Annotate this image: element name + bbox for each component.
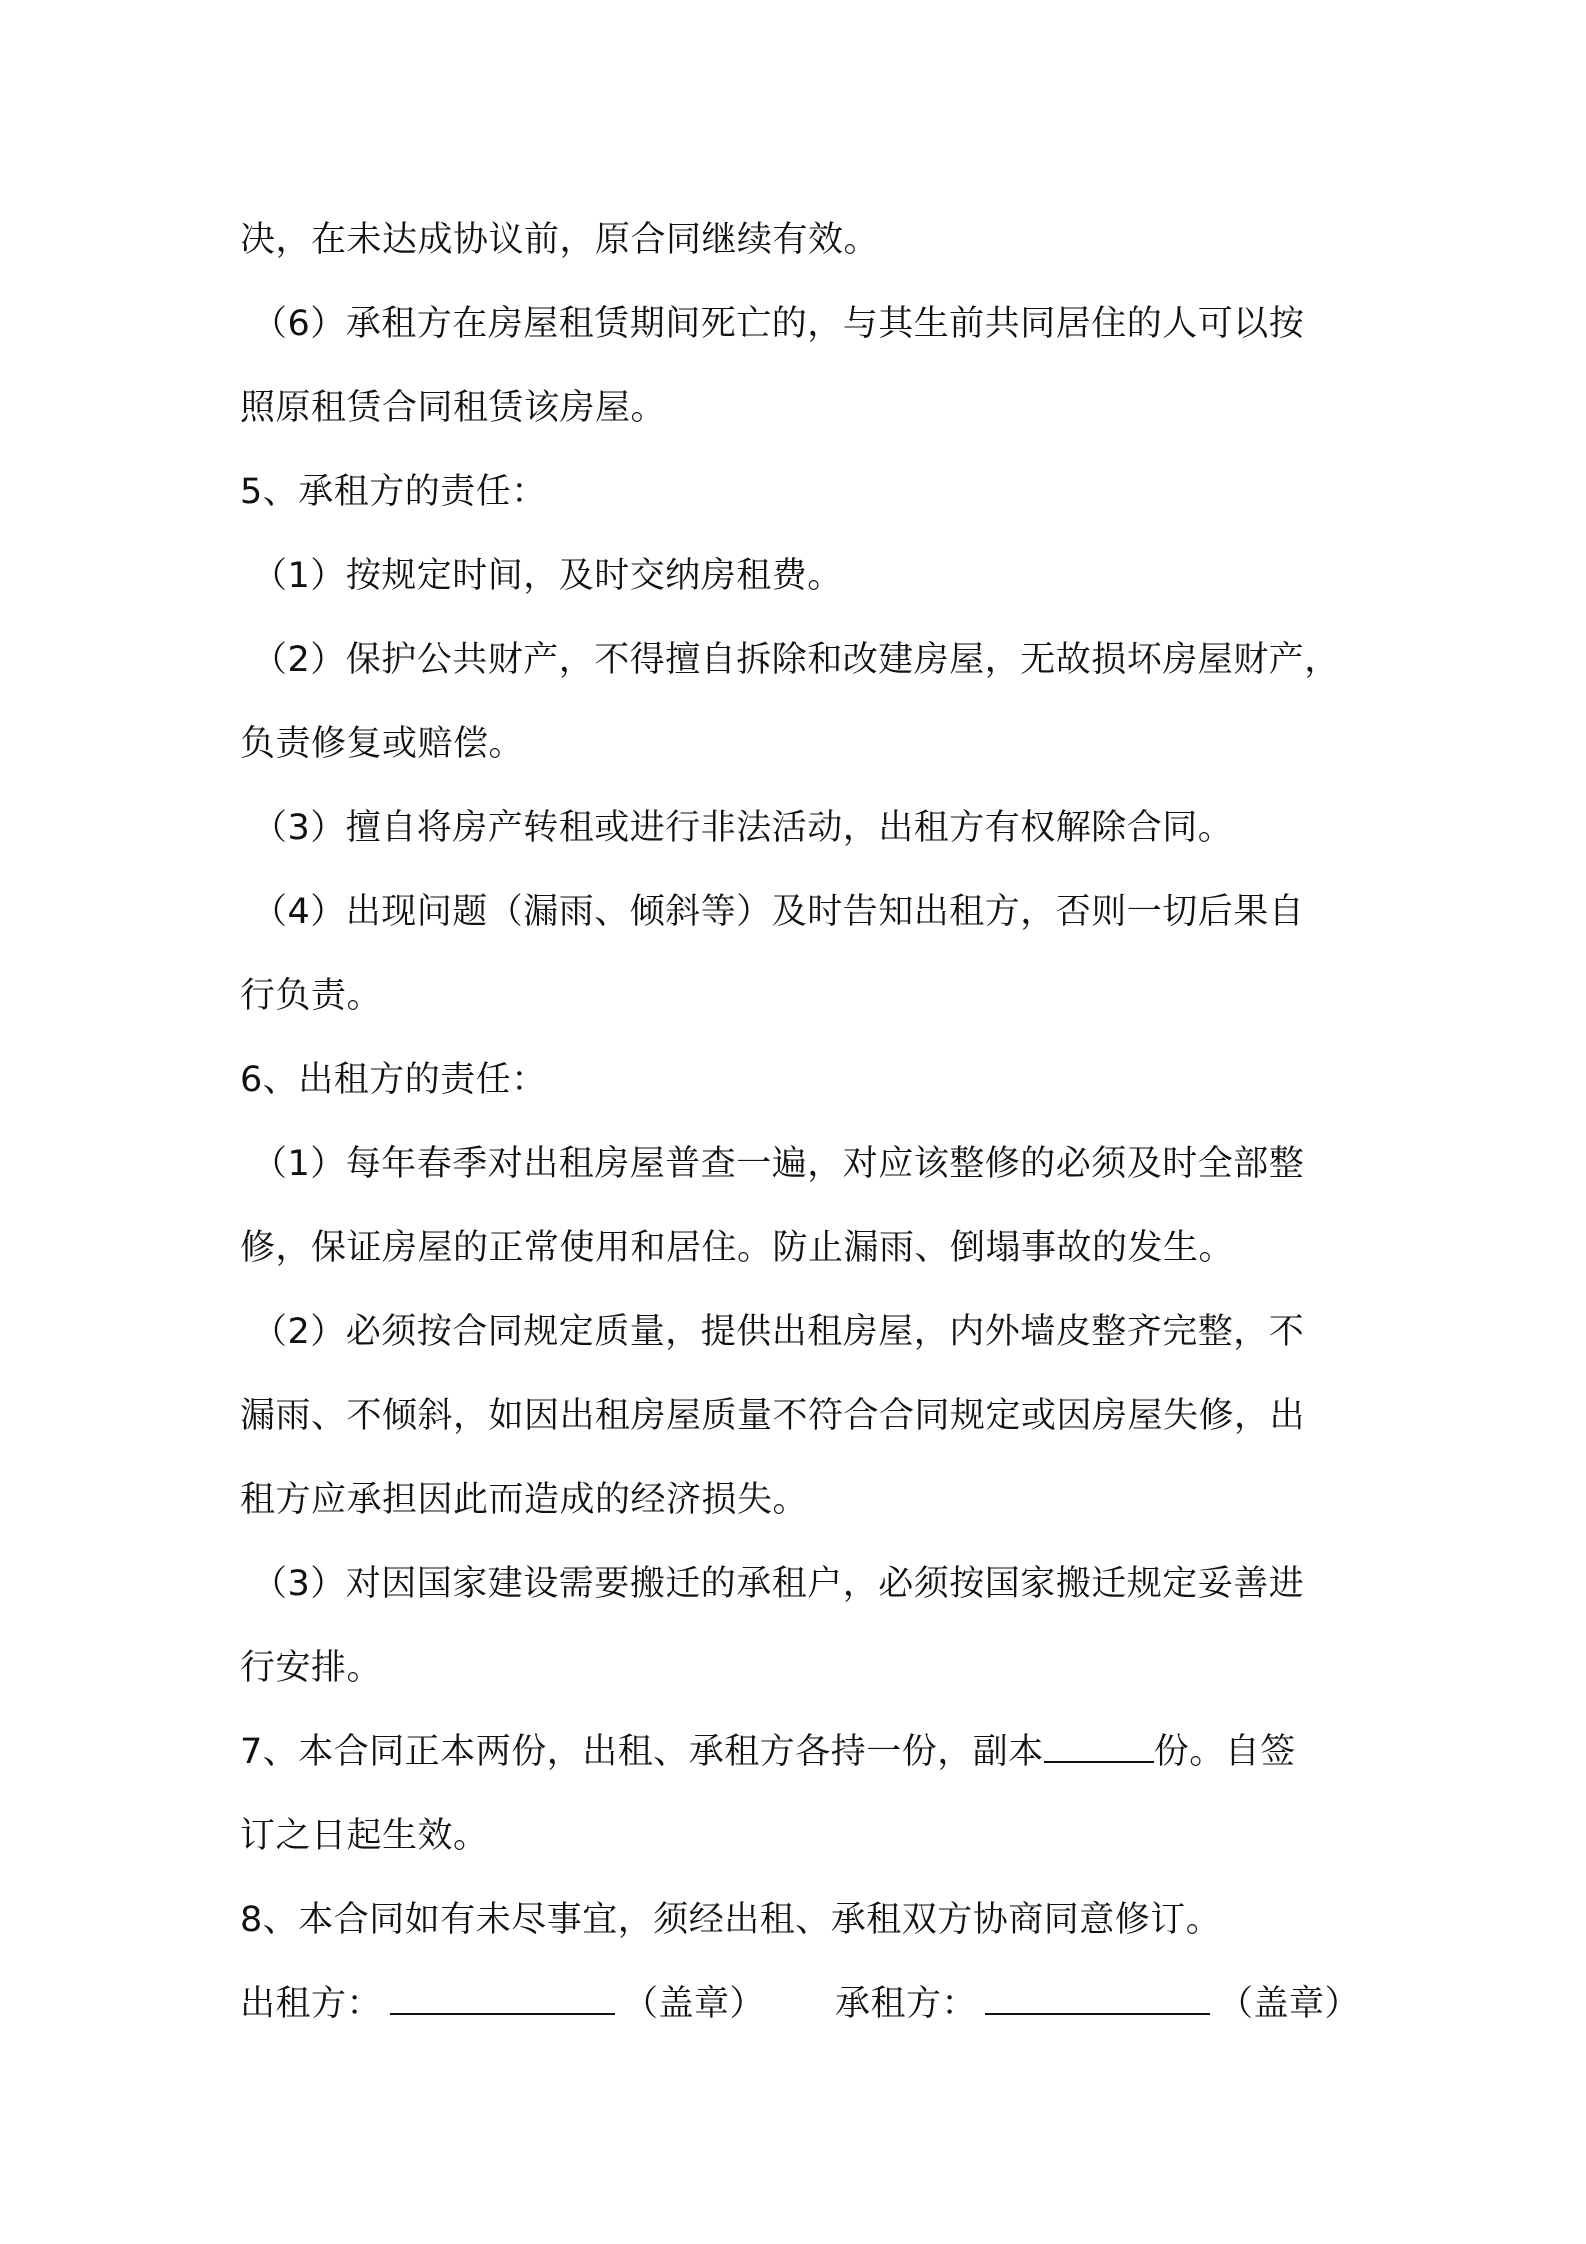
text-line: 决，在未达成协议前，原合同继续有效。 — [240, 220, 880, 260]
text-line: 行负责。 — [240, 976, 383, 1016]
text-line: （2）保护公共财产，不得擅自拆除和改建房屋，无故损坏房屋财产， — [252, 640, 1340, 680]
copies-clause — [240, 1710, 1360, 1794]
text-line: 照原租赁合同租赁该房屋。 — [240, 388, 667, 428]
lessor-signature — [240, 1962, 765, 2046]
lessor-label: 出租方： — [240, 1984, 383, 2024]
clause-8: 8、本合同如有未尽事宜，须经出租、承租双方协商同意修订。 — [240, 1900, 1222, 1940]
text-line: （1）按规定时间，及时交纳房租费。 — [252, 556, 843, 596]
text-line: 漏雨、不倾斜，如因出租房屋质量不符合合同规定或因房屋失修，出 — [240, 1396, 1306, 1436]
text-line: （3）擅自将房产转租或进行非法活动，出租方有权解除合同。 — [252, 808, 1234, 848]
text-line: 租方应承担因此而造成的经济损失。 — [240, 1480, 809, 1520]
text-line: 订之日起生效。 — [240, 1816, 489, 1856]
text-line: 行安排。 — [240, 1648, 383, 1688]
lessor-signature-blank — [390, 1985, 615, 2015]
copies-text-before: 7、本合同正本两份，出租、承租方各持一份，副本 — [240, 1732, 1044, 1772]
text-line: （4）出现问题（漏雨、倾斜等）及时告知出租方，否则一切后果自 — [252, 892, 1305, 932]
lessee-signature-blank — [985, 1985, 1210, 2015]
section-heading: 6、出租方的责任： — [240, 1060, 547, 1100]
lessee-seal-label: （盖章） — [1217, 1984, 1360, 2024]
text-line: 修，保证房屋的正常使用和居住。防止漏雨、倒塌事故的发生。 — [240, 1228, 1235, 1268]
section-heading: 5、承租方的责任： — [240, 472, 547, 512]
lessee-signature — [835, 1962, 1360, 2046]
text-line: （3）对因国家建设需要搬迁的承租户，必须按国家搬迁规定妥善进 — [252, 1564, 1305, 1604]
contract-body — [240, 198, 1360, 2046]
text-line: 负责修复或赔偿。 — [240, 724, 525, 764]
text-line: （6）承租方在房屋租赁期间死亡的，与其生前共同居住的人可以按 — [252, 304, 1305, 344]
copies-blank — [1044, 1733, 1154, 1763]
signature-row — [240, 1962, 1360, 2046]
lessee-label: 承租方： — [834, 1984, 977, 2024]
text-line: （1）每年春季对出租房屋普查一遍，对应该整修的必须及时全部整 — [252, 1144, 1305, 1184]
text-line: （2）必须按合同规定质量，提供出租房屋，内外墙皮整齐完整，不 — [252, 1312, 1305, 1352]
lessor-seal-label: （盖章） — [623, 1984, 766, 2024]
copies-text-after: 份。自签 — [1153, 1732, 1296, 1772]
